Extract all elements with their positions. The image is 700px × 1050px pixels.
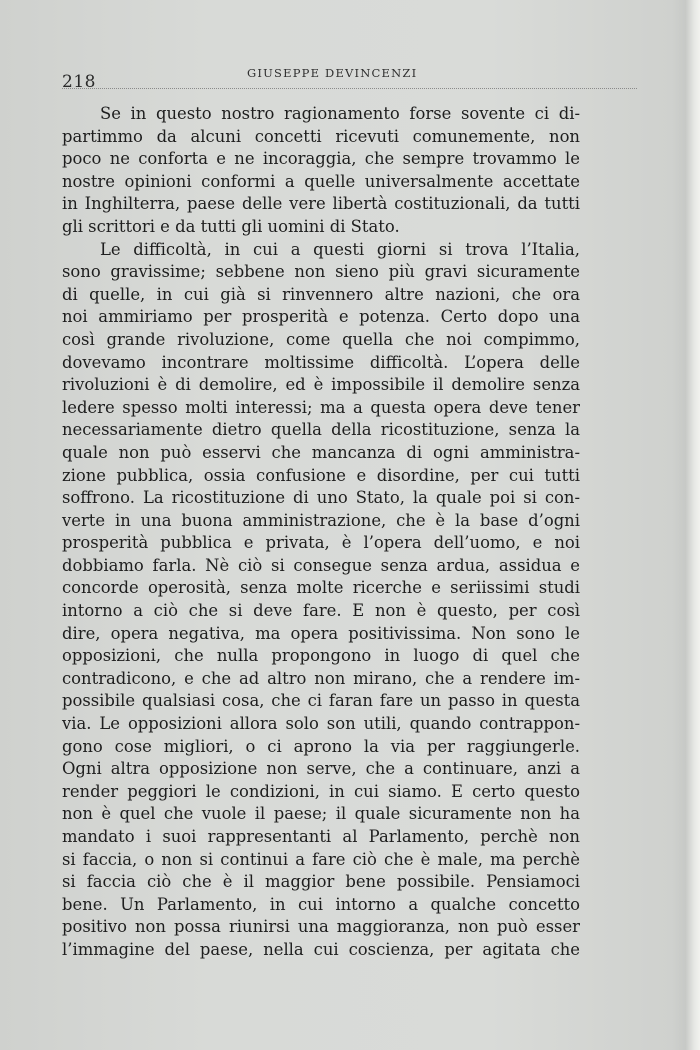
text-line: Se in questo nostro ragionamento forse sovente ci di- [100, 104, 580, 123]
text-line: dire, opera negativa, ma opera positivissima. Non sono le [62, 623, 580, 643]
text-line: dobbiamo farla. Nè ciò si consegue senza ardua, assidua e [62, 555, 580, 575]
body-text [62, 103, 580, 962]
text-line: positivo non possa riunirsi una maggioranza, non può esser [62, 917, 580, 937]
text-line: ledere spesso molti interessi; ma a questa opera deve tener [62, 397, 580, 417]
text-line: Ogni altra opposizione non serve, che a continuare, anzi a [62, 759, 580, 779]
text-line: si faccia, o non si continui a fare ciò che è male, ma perchè [62, 849, 580, 869]
text-line: l’immagine del paese, nella cui coscienza, per agitata che [62, 939, 580, 959]
text-line: Le difficoltà, in cui a questi giorni si trova l’Italia, [100, 239, 580, 259]
text-line: nostre opinioni conformi a quelle universalmente accettate [62, 171, 580, 191]
text-line: così grande rivoluzione, come quella che noi compimmo, [62, 329, 580, 349]
text-line: quale non può esservi che mancanza di ogni amministra- [62, 442, 580, 462]
text-line: via. Le opposizioni allora solo son utili, quando contrappon- [62, 714, 580, 734]
text-line: verte in una buona amministrazione, che è la base d’ogni [62, 510, 580, 530]
paragraph [62, 239, 580, 962]
text-line: di quelle, in cui già si rinvennero altre nazioni, che ora [62, 284, 580, 304]
text-line: contradicono, e che ad altro non mirano, che a rendere im- [62, 668, 580, 688]
text-line: necessariamente dietro quella della ricostituzione, senza la [62, 420, 580, 440]
text-line: render peggiori le condizioni, in cui siamo. E certo questo [62, 781, 580, 801]
text-line: si faccia ciò che è il maggior bene possibile. Pensiamoci [62, 872, 580, 892]
text-line: possibile qualsiasi cosa, che ci faran fare un passo in questa [62, 691, 580, 711]
text-line: bene. Un Parlamento, in cui intorno a qualche concetto [62, 894, 580, 914]
text-line: in Inghilterra, paese delle vere libertà costituzionali, da tutti [62, 194, 580, 214]
text-line: zione pubblica, ossia confusione e disordine, per cui tutti [62, 465, 580, 485]
text-line: mandato i suoi rappresentanti al Parlamento, perchè non [62, 827, 580, 846]
text-line: concorde operosità, senza molte ricerche e seriissimi studi [62, 578, 580, 598]
text-line: opposizioni, che nulla propongono in luogo di quel che [62, 646, 580, 666]
text-line: dovevamo incontrare moltissime difficoltà. L’opera delle [62, 352, 580, 372]
text-line: gono cose migliori, o ci aprono la via per raggiungerle. [62, 736, 580, 756]
page-number: 218 [62, 72, 96, 92]
header-rule [62, 88, 637, 89]
text-line: poco ne conforta e ne incoraggia, che sempre trovammo le [62, 149, 580, 169]
text-line: gli scrittori e da tutti gli uomini di Stato. [62, 216, 400, 236]
text-line: rivoluzioni è di demolire, ed è impossibile il demolire senza [62, 375, 580, 395]
text-line: prosperità pubblica e privata, è l’opera dell’uomo, e noi [62, 533, 580, 553]
text-line: sono gravissime; sebbene non sieno più gravi sicuramente [62, 262, 580, 282]
text-line: intorno a ciò che si deve fare. E non è questo, per così [62, 601, 580, 621]
running-head: GIUSEPPE DEVINCENZI [247, 66, 418, 80]
text-line: soffrono. La ricostituzione di uno Stato, la quale poi si con- [62, 488, 580, 508]
paragraph [62, 103, 580, 239]
page-edge [686, 0, 700, 1050]
text-line: noi ammiriamo per prosperità e potenza. Certo dopo una [62, 307, 580, 327]
text-line: non è quel che vuole il paese; il quale sicuramente non ha [62, 804, 580, 824]
text-line: partimmo da alcuni concetti ricevuti comunemente, non [62, 126, 580, 146]
